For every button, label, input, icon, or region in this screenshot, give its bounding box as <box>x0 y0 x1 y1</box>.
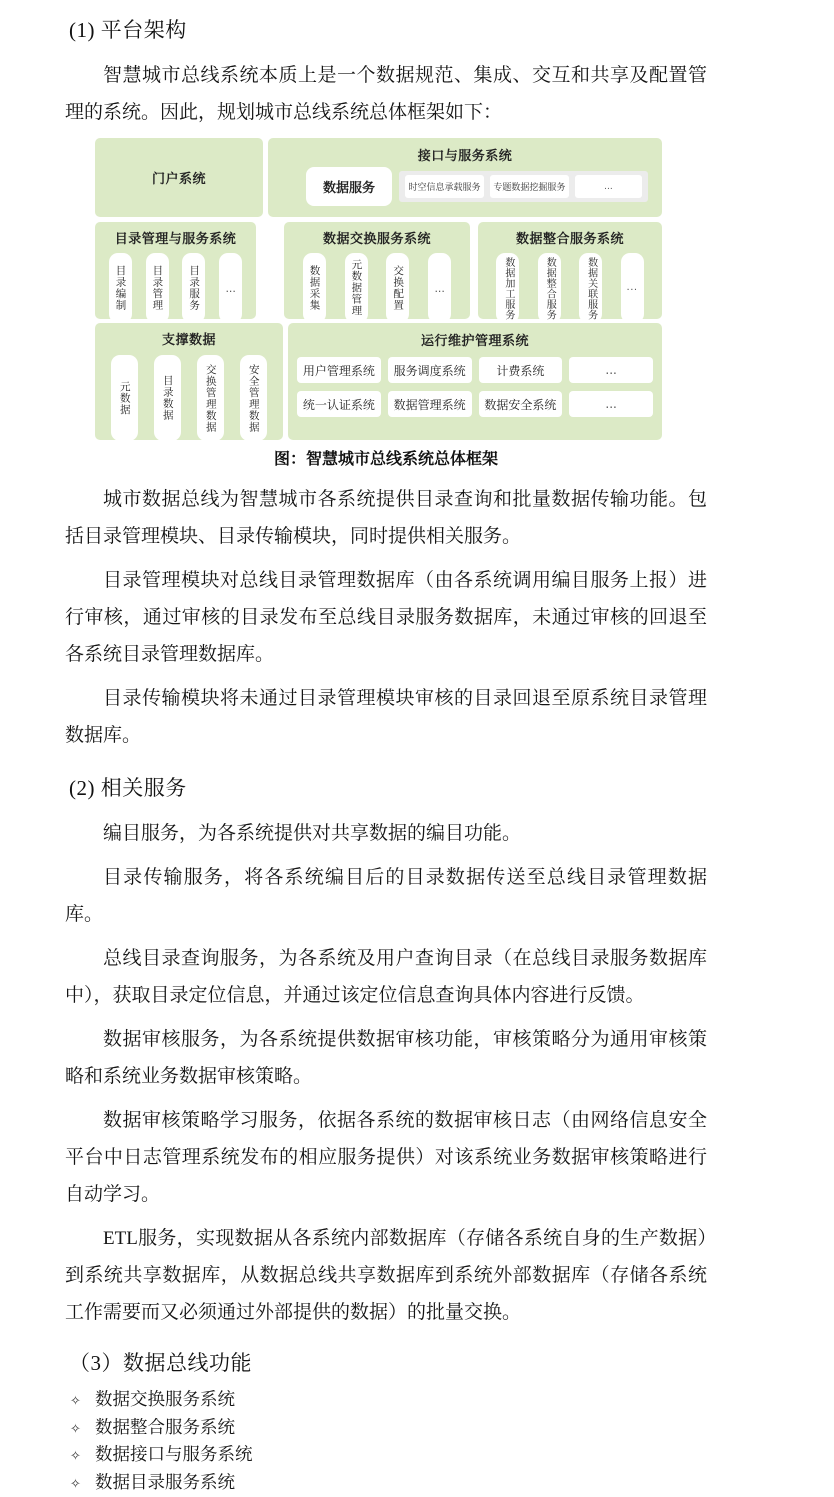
figure-caption: 图：智慧城市总线系统总体框架 <box>65 446 707 469</box>
interface-sub-item: 专题数据挖掘服务 <box>490 175 569 198</box>
catalog-item: 目录管理 <box>146 253 169 323</box>
list-item-label: 数据接口与服务系统 <box>95 1442 253 1467</box>
integration-item: 数据整合服务 <box>538 253 561 323</box>
exchange-item-more: ... <box>428 253 451 323</box>
support-item: 目录数据 <box>154 355 181 441</box>
list-item-label: 数据整合服务系统 <box>95 1415 235 1440</box>
interface-service-block <box>268 138 662 217</box>
catalog-item: 目录编制 <box>109 253 132 323</box>
interface-sub-item: 时空信息承载服务 <box>405 175 484 198</box>
catalog-items <box>95 253 256 323</box>
ops-item-more: ... <box>569 357 653 383</box>
interface-service-title: 接口与服务系统 <box>268 138 662 164</box>
integration-item: 数据加工服务 <box>496 253 519 323</box>
ops-row-1 <box>288 357 662 383</box>
ops-mgmt-block <box>288 323 662 440</box>
data-service-box: 数据服务 <box>306 167 392 206</box>
ops-item: 用户管理系统 <box>297 357 381 383</box>
ops-mgmt-title: 运行维护管理系统 <box>288 323 662 349</box>
paragraph-transfer: 目录传输服务，将各系统编目后的目录数据传送至总线目录管理数据库。 <box>65 859 707 933</box>
diamond-bullet-icon: ✧ <box>65 1473 95 1497</box>
paragraph-etl: ETL服务，实现数据从各系统内部数据库（存储各系统自身的生产数据）到系统共享数据库，从数据总线共享数据库到系统外部数据库（存储各系统工作需要而又必须通过外部提供的数据）的批量交换。 <box>65 1220 707 1331</box>
ops-row-2 <box>288 391 662 417</box>
data-bus-function-list <box>65 1387 707 1497</box>
integration-items <box>478 253 662 323</box>
data-exchange-block <box>284 222 470 319</box>
list-item-label: 数据目录服务系统 <box>95 1470 235 1495</box>
support-data-title: 支撑数据 <box>95 323 283 348</box>
support-item: 元数据 <box>111 355 138 441</box>
ops-item-more: ... <box>569 391 653 417</box>
interface-sub-bar <box>399 171 648 202</box>
paragraph-catalog-trans: 目录传输模块将未通过目录管理模块审核的目录回退至原系统目录管理数据库。 <box>65 680 707 754</box>
paragraph-query: 总线目录查询服务，为各系统及用户查询目录（在总线目录服务数据库中），获取目录定位信息，并通过该定位信息查询具体内容进行反馈。 <box>65 940 707 1014</box>
section-heading-3: （3）数据总线功能 <box>69 1347 707 1377</box>
framework-diagram <box>95 138 662 440</box>
ops-item: 计费系统 <box>479 357 563 383</box>
list-item <box>65 1415 707 1443</box>
data-integration-block <box>478 222 662 319</box>
list-item <box>65 1470 707 1497</box>
exchange-item: 交换配置 <box>386 253 409 323</box>
paragraph-audit: 数据审核服务，为各系统提供数据审核功能，审核策略分为通用审核策略和系统业务数据审核策略。 <box>65 1021 707 1095</box>
diamond-bullet-icon: ✧ <box>65 1390 95 1415</box>
diamond-bullet-icon: ✧ <box>65 1418 95 1443</box>
list-item <box>65 1387 707 1415</box>
support-item: 交换管理数据 <box>197 355 224 441</box>
paragraph-bianmu: 编目服务，为各系统提供对共享数据的编目功能。 <box>65 815 707 852</box>
support-item: 安全管理数据 <box>240 355 267 441</box>
ops-item: 数据管理系统 <box>388 391 472 417</box>
exchange-item: 元数据管理 <box>345 253 368 323</box>
support-items <box>95 355 283 441</box>
ops-item: 服务调度系统 <box>388 357 472 383</box>
paragraph-audit-learning: 数据审核策略学习服务，依据各系统的数据审核日志（由网络信息安全平台中日志管理系统发布的相应服务提供）对该系统业务数据审核策略进行自动学习。 <box>65 1102 707 1213</box>
data-integration-title: 数据整合服务系统 <box>478 222 662 247</box>
catalog-item: 目录服务 <box>182 253 205 323</box>
data-exchange-title: 数据交换服务系统 <box>284 222 470 247</box>
diamond-bullet-icon: ✧ <box>65 1445 95 1470</box>
paragraph-catalog-mgmt: 目录管理模块对总线目录管理数据库（由各系统调用编目服务上报）进行审核，通过审核的目录发布至总线目录服务数据库，未通过审核的回退至各系统目录管理数据库。 <box>65 562 707 673</box>
integration-item: 数据关联服务 <box>579 253 602 323</box>
portal-system-title: 门户系统 <box>152 168 206 187</box>
section-heading-2: (2) 相关服务 <box>69 772 707 802</box>
section-heading-1: (1) 平台架构 <box>69 14 707 44</box>
paragraph-bus: 城市数据总线为智慧城市各系统提供目录查询和批量数据传输功能。包括目录管理模块、目录传输模块，同时提供相关服务。 <box>65 481 707 555</box>
catalog-mgmt-block <box>95 222 256 319</box>
catalog-item-more: ... <box>219 253 242 323</box>
catalog-mgmt-title: 目录管理与服务系统 <box>95 222 256 247</box>
exchange-item: 数据采集 <box>303 253 326 323</box>
ops-item: 统一认证系统 <box>297 391 381 417</box>
interface-sub-item-more: ... <box>575 175 642 198</box>
list-item-label: 数据交换服务系统 <box>95 1387 235 1412</box>
exchange-items <box>284 253 470 323</box>
support-data-block <box>95 323 283 440</box>
paragraph-intro: 智慧城市总线系统本质上是一个数据规范、集成、交互和共享及配置管理的系统。因此，规划城市总线系统总体框架如下： <box>65 57 707 131</box>
list-item <box>65 1442 707 1470</box>
portal-system-block <box>95 138 263 217</box>
integration-item-more: ... <box>621 253 644 323</box>
ops-item: 数据安全系统 <box>479 391 563 417</box>
